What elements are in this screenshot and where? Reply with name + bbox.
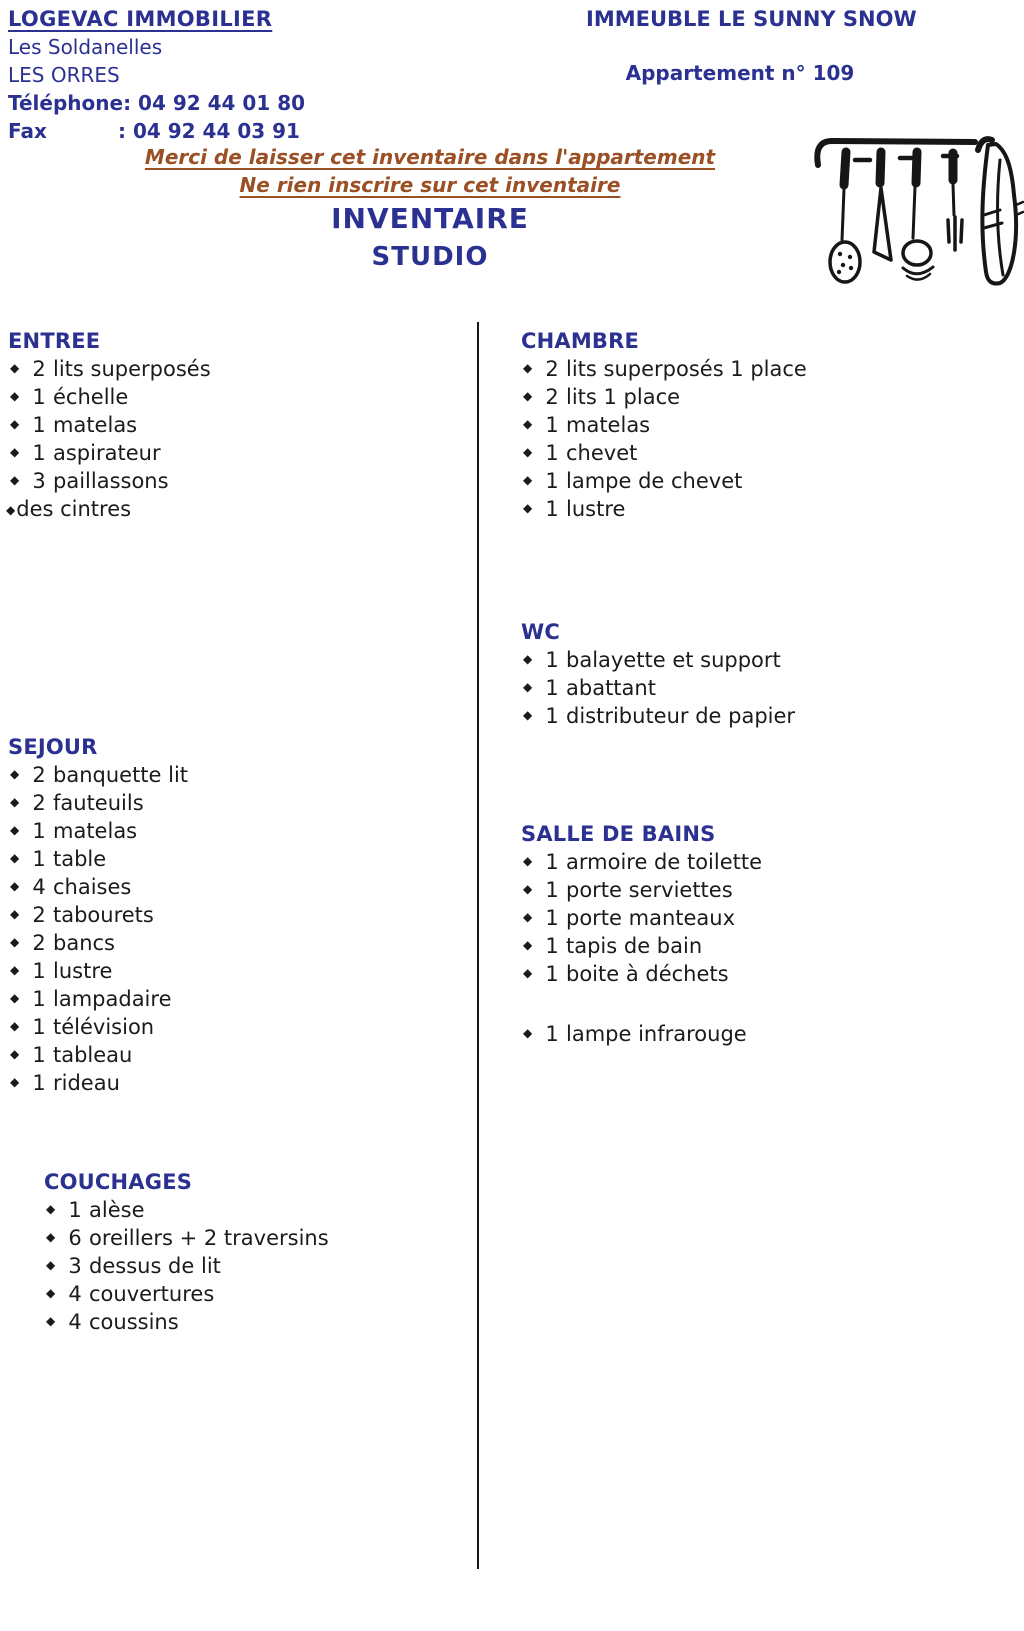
item-label: lits superposés 1 place: [566, 357, 807, 381]
diamond-bullet-icon: ◆: [523, 389, 533, 403]
fax-number: : 04 92 44 03 91: [118, 119, 300, 143]
wc-item-list: [521, 646, 795, 730]
item-quantity: 1: [545, 497, 559, 521]
diamond-bullet-icon: ◆: [523, 910, 533, 924]
diamond-bullet-icon: ◆: [10, 389, 20, 403]
inventory-item: [8, 817, 188, 845]
inventory-item: [44, 1252, 329, 1280]
item-label: lustre: [566, 497, 626, 521]
item-label: banquette lit: [53, 763, 189, 787]
inventory-item: [8, 467, 211, 495]
diamond-bullet-icon: ◆: [46, 1314, 56, 1328]
diamond-bullet-icon: ◆: [10, 823, 20, 837]
diamond-bullet-icon: ◆: [10, 1047, 20, 1061]
inventory-item: [8, 1013, 188, 1041]
item-label: chevet: [566, 441, 638, 465]
diamond-bullet-icon: ◆: [10, 1075, 20, 1089]
skimmer-spoon: [830, 152, 860, 282]
item-quantity: 1: [545, 878, 559, 902]
inventory-item: [521, 355, 807, 383]
inventory-item: [8, 789, 188, 817]
diamond-bullet-icon: ◆: [10, 473, 20, 487]
diamond-bullet-icon: ◆: [10, 935, 20, 949]
inventory-item: [521, 439, 807, 467]
agency-fax-line: [8, 117, 305, 145]
item-quantity: 1: [32, 959, 46, 983]
chambre-item-list: [521, 355, 807, 523]
inventory-item: [521, 932, 762, 960]
item-quantity: 2: [545, 385, 559, 409]
section-title-sejour: SEJOUR: [8, 735, 98, 759]
fork: [948, 153, 962, 250]
inventory-item: [8, 1069, 188, 1097]
item-label: lits 1 place: [566, 385, 681, 409]
diamond-bullet-icon: ◆: [10, 795, 20, 809]
building-name: IMMEUBLE LE SUNNY SNOW: [586, 7, 917, 31]
diamond-bullet-icon: ◆: [10, 361, 20, 375]
item-label: alèse: [89, 1198, 145, 1222]
item-label: des cintres: [16, 497, 132, 521]
diamond-bullet-icon: ◆: [10, 963, 20, 977]
agency-city: LES ORRES: [8, 63, 120, 87]
inventory-item: [8, 929, 188, 957]
item-label: boite à déchets: [566, 962, 729, 986]
ladle: [903, 152, 933, 280]
inventory-item: [8, 439, 211, 467]
agency-header: [8, 5, 305, 145]
item-quantity: 1: [32, 847, 46, 871]
section-title-couchages: COUCHAGES: [44, 1170, 193, 1194]
diamond-bullet-icon: ◆: [523, 680, 533, 694]
notice-line-1: Merci de laisser cet inventaire dans l'appartement: [144, 145, 716, 169]
diamond-bullet-icon: ◆: [10, 851, 20, 865]
item-quantity: 2: [32, 763, 46, 787]
diamond-bullet-icon: ◆: [523, 652, 533, 666]
inventory-item: [8, 761, 188, 789]
document-title: INVENTAIRE: [331, 202, 529, 235]
item-quantity: 1: [545, 676, 559, 700]
item-quantity: 1: [545, 962, 559, 986]
diamond-bullet-icon: ◆: [523, 854, 533, 868]
document-subtitle: STUDIO: [371, 242, 489, 272]
diamond-bullet-icon: ◆: [46, 1202, 56, 1216]
item-quantity: 1: [32, 385, 46, 409]
inventory-item: [521, 674, 795, 702]
item-quantity: 2: [545, 357, 559, 381]
item-label: paillassons: [53, 469, 169, 493]
item-quantity: 2: [32, 791, 46, 815]
inventory-item: [521, 702, 795, 730]
item-quantity: 6: [68, 1226, 82, 1250]
inventory-item: [521, 646, 795, 674]
inventory-item: [8, 1041, 188, 1069]
inventory-item: [8, 901, 188, 929]
diamond-bullet-icon: ◆: [10, 1019, 20, 1033]
item-label: tableau: [53, 1043, 133, 1067]
inventory-item: [521, 876, 762, 904]
section-salle-de-bains: [521, 820, 762, 1048]
spatula: [874, 152, 891, 260]
item-label: tapis de bain: [566, 934, 703, 958]
item-quantity: 4: [32, 875, 46, 899]
agency-phone-line: [8, 89, 305, 117]
inventory-item: [8, 411, 211, 439]
hanging-towel: [978, 139, 1023, 283]
item-label: armoire de toilette: [566, 850, 763, 874]
item-quantity: 1: [545, 1022, 559, 1046]
item-quantity: 2: [32, 931, 46, 955]
diamond-bullet-icon: ◆: [46, 1286, 56, 1300]
item-label: bancs: [53, 931, 115, 955]
item-quantity: 1: [32, 1015, 46, 1039]
item-label: distributeur de papier: [566, 704, 796, 728]
diamond-bullet-icon: ◆: [523, 938, 533, 952]
diamond-bullet-icon: ◆: [46, 1230, 56, 1244]
diamond-bullet-icon: ◆: [46, 1258, 56, 1272]
item-quantity: 3: [32, 469, 46, 493]
section-chambre: [521, 327, 807, 523]
item-label: échelle: [53, 385, 129, 409]
item-quantity: 1: [545, 441, 559, 465]
inventory-item: [521, 1020, 762, 1048]
section-title-wc: WC: [521, 620, 560, 644]
agency-name: LOGEVAC IMMOBILIER: [8, 7, 273, 31]
item-quantity: 1: [545, 934, 559, 958]
section-title-salle-de-bains: SALLE DE BAINS: [521, 822, 716, 846]
item-quantity: 2: [32, 903, 46, 927]
fax-label: Fax: [8, 119, 47, 143]
agency-residence: Les Soldanelles: [8, 35, 163, 59]
diamond-bullet-icon: ◆: [523, 417, 533, 431]
item-label: balayette et support: [566, 648, 781, 672]
inventory-item: [44, 1224, 329, 1252]
item-label: matelas: [53, 819, 138, 843]
diamond-bullet-icon: ◆: [523, 966, 533, 980]
item-quantity: 1: [68, 1198, 82, 1222]
inventory-item: [521, 904, 762, 932]
diamond-bullet-icon: ◆: [523, 361, 533, 375]
item-quantity: 1: [545, 469, 559, 493]
inventory-item: [44, 1308, 329, 1336]
building-header: [586, 5, 917, 85]
item-quantity: 2: [32, 357, 46, 381]
inventory-item: [44, 1196, 329, 1224]
salle-de-bains-item-list: [521, 848, 762, 1048]
diamond-bullet-icon: ◆: [10, 445, 20, 459]
inventory-item: [44, 1280, 329, 1308]
inventory-item: [521, 960, 762, 988]
item-label: lampe de chevet: [566, 469, 743, 493]
phone-number: : 04 92 44 01 80: [123, 91, 306, 115]
diamond-bullet-icon: ◆: [10, 879, 20, 893]
item-label: télévision: [53, 1015, 155, 1039]
sejour-item-list: [8, 761, 188, 1097]
diamond-bullet-icon: ◆: [10, 417, 20, 431]
item-quantity: 1: [545, 906, 559, 930]
item-label: dessus de lit: [89, 1254, 221, 1278]
apartment-number: Appartement n° 109: [625, 61, 855, 85]
notice-line-2: Ne rien inscrire sur cet inventaire: [239, 173, 621, 197]
diamond-bullet-icon: ◆: [523, 882, 533, 896]
diamond-bullet-icon: ◆: [523, 473, 533, 487]
item-label: porte serviettes: [566, 878, 733, 902]
kitchen-utensils-illustration: [770, 110, 1024, 290]
item-quantity: 1: [545, 648, 559, 672]
inventory-item: [8, 873, 188, 901]
item-quantity: 1: [545, 704, 559, 728]
diamond-bullet-icon: ◆: [10, 991, 20, 1005]
inventory-item: [8, 985, 188, 1013]
column-divider: [477, 322, 479, 1569]
item-label: porte manteaux: [566, 906, 736, 930]
item-quantity: 1: [32, 1071, 46, 1095]
item-label: aspirateur: [53, 441, 161, 465]
diamond-bullet-icon: ◆: [523, 1026, 533, 1040]
item-quantity: 1: [32, 1043, 46, 1067]
item-label: matelas: [53, 413, 138, 437]
diamond-bullet-icon: ◆: [10, 907, 20, 921]
item-quantity: 1: [32, 413, 46, 437]
item-label: table: [53, 847, 107, 871]
section-wc: [521, 618, 795, 730]
item-quantity: 1: [32, 987, 46, 1011]
item-quantity: 1: [32, 441, 46, 465]
item-label: couvertures: [89, 1282, 215, 1306]
item-label: lampe infrarouge: [566, 1022, 747, 1046]
diamond-bullet-icon: ◆: [523, 708, 533, 722]
entree-item-list: [8, 355, 211, 523]
item-label: rideau: [53, 1071, 120, 1095]
section-title-chambre: CHAMBRE: [521, 329, 640, 353]
section-sejour: [8, 733, 188, 1097]
inventory-item: [8, 383, 211, 411]
item-quantity: 4: [68, 1282, 82, 1306]
section-title-entree: ENTREE: [8, 329, 101, 353]
inventory-item: [8, 355, 211, 383]
item-label: oreillers + 2 traversins: [89, 1226, 329, 1250]
item-quantity: 4: [68, 1310, 82, 1334]
diamond-bullet-icon: ◆: [523, 445, 533, 459]
item-label: lampadaire: [53, 987, 172, 1011]
item-quantity: 1: [32, 819, 46, 843]
item-label: matelas: [566, 413, 651, 437]
diamond-bullet-icon: ◆: [10, 767, 20, 781]
item-quantity: 3: [68, 1254, 82, 1278]
diamond-bullet-icon: ◆: [523, 501, 533, 515]
inventory-item: [521, 411, 807, 439]
item-quantity: 1: [545, 850, 559, 874]
inventory-item: [8, 957, 188, 985]
section-couchages: [44, 1168, 329, 1336]
section-entree: [8, 327, 211, 523]
inventory-item: [6, 495, 211, 523]
inventory-item: [521, 467, 807, 495]
inventory-item: [521, 495, 807, 523]
item-label: lustre: [53, 959, 113, 983]
item-label: abattant: [566, 676, 656, 700]
couchages-item-list: [44, 1196, 329, 1336]
item-label: chaises: [53, 875, 132, 899]
document-title-block: [0, 143, 860, 274]
item-label: lits superposés: [53, 357, 211, 381]
item-label: fauteuils: [53, 791, 144, 815]
item-label: coussins: [89, 1310, 179, 1334]
item-label: tabourets: [53, 903, 154, 927]
diamond-bullet-icon: ◆: [6, 503, 16, 517]
item-quantity: 1: [545, 413, 559, 437]
inventory-item: [521, 383, 807, 411]
inventory-item: [8, 845, 188, 873]
phone-label: Téléphone: [8, 91, 124, 115]
inventory-item: [521, 848, 762, 876]
